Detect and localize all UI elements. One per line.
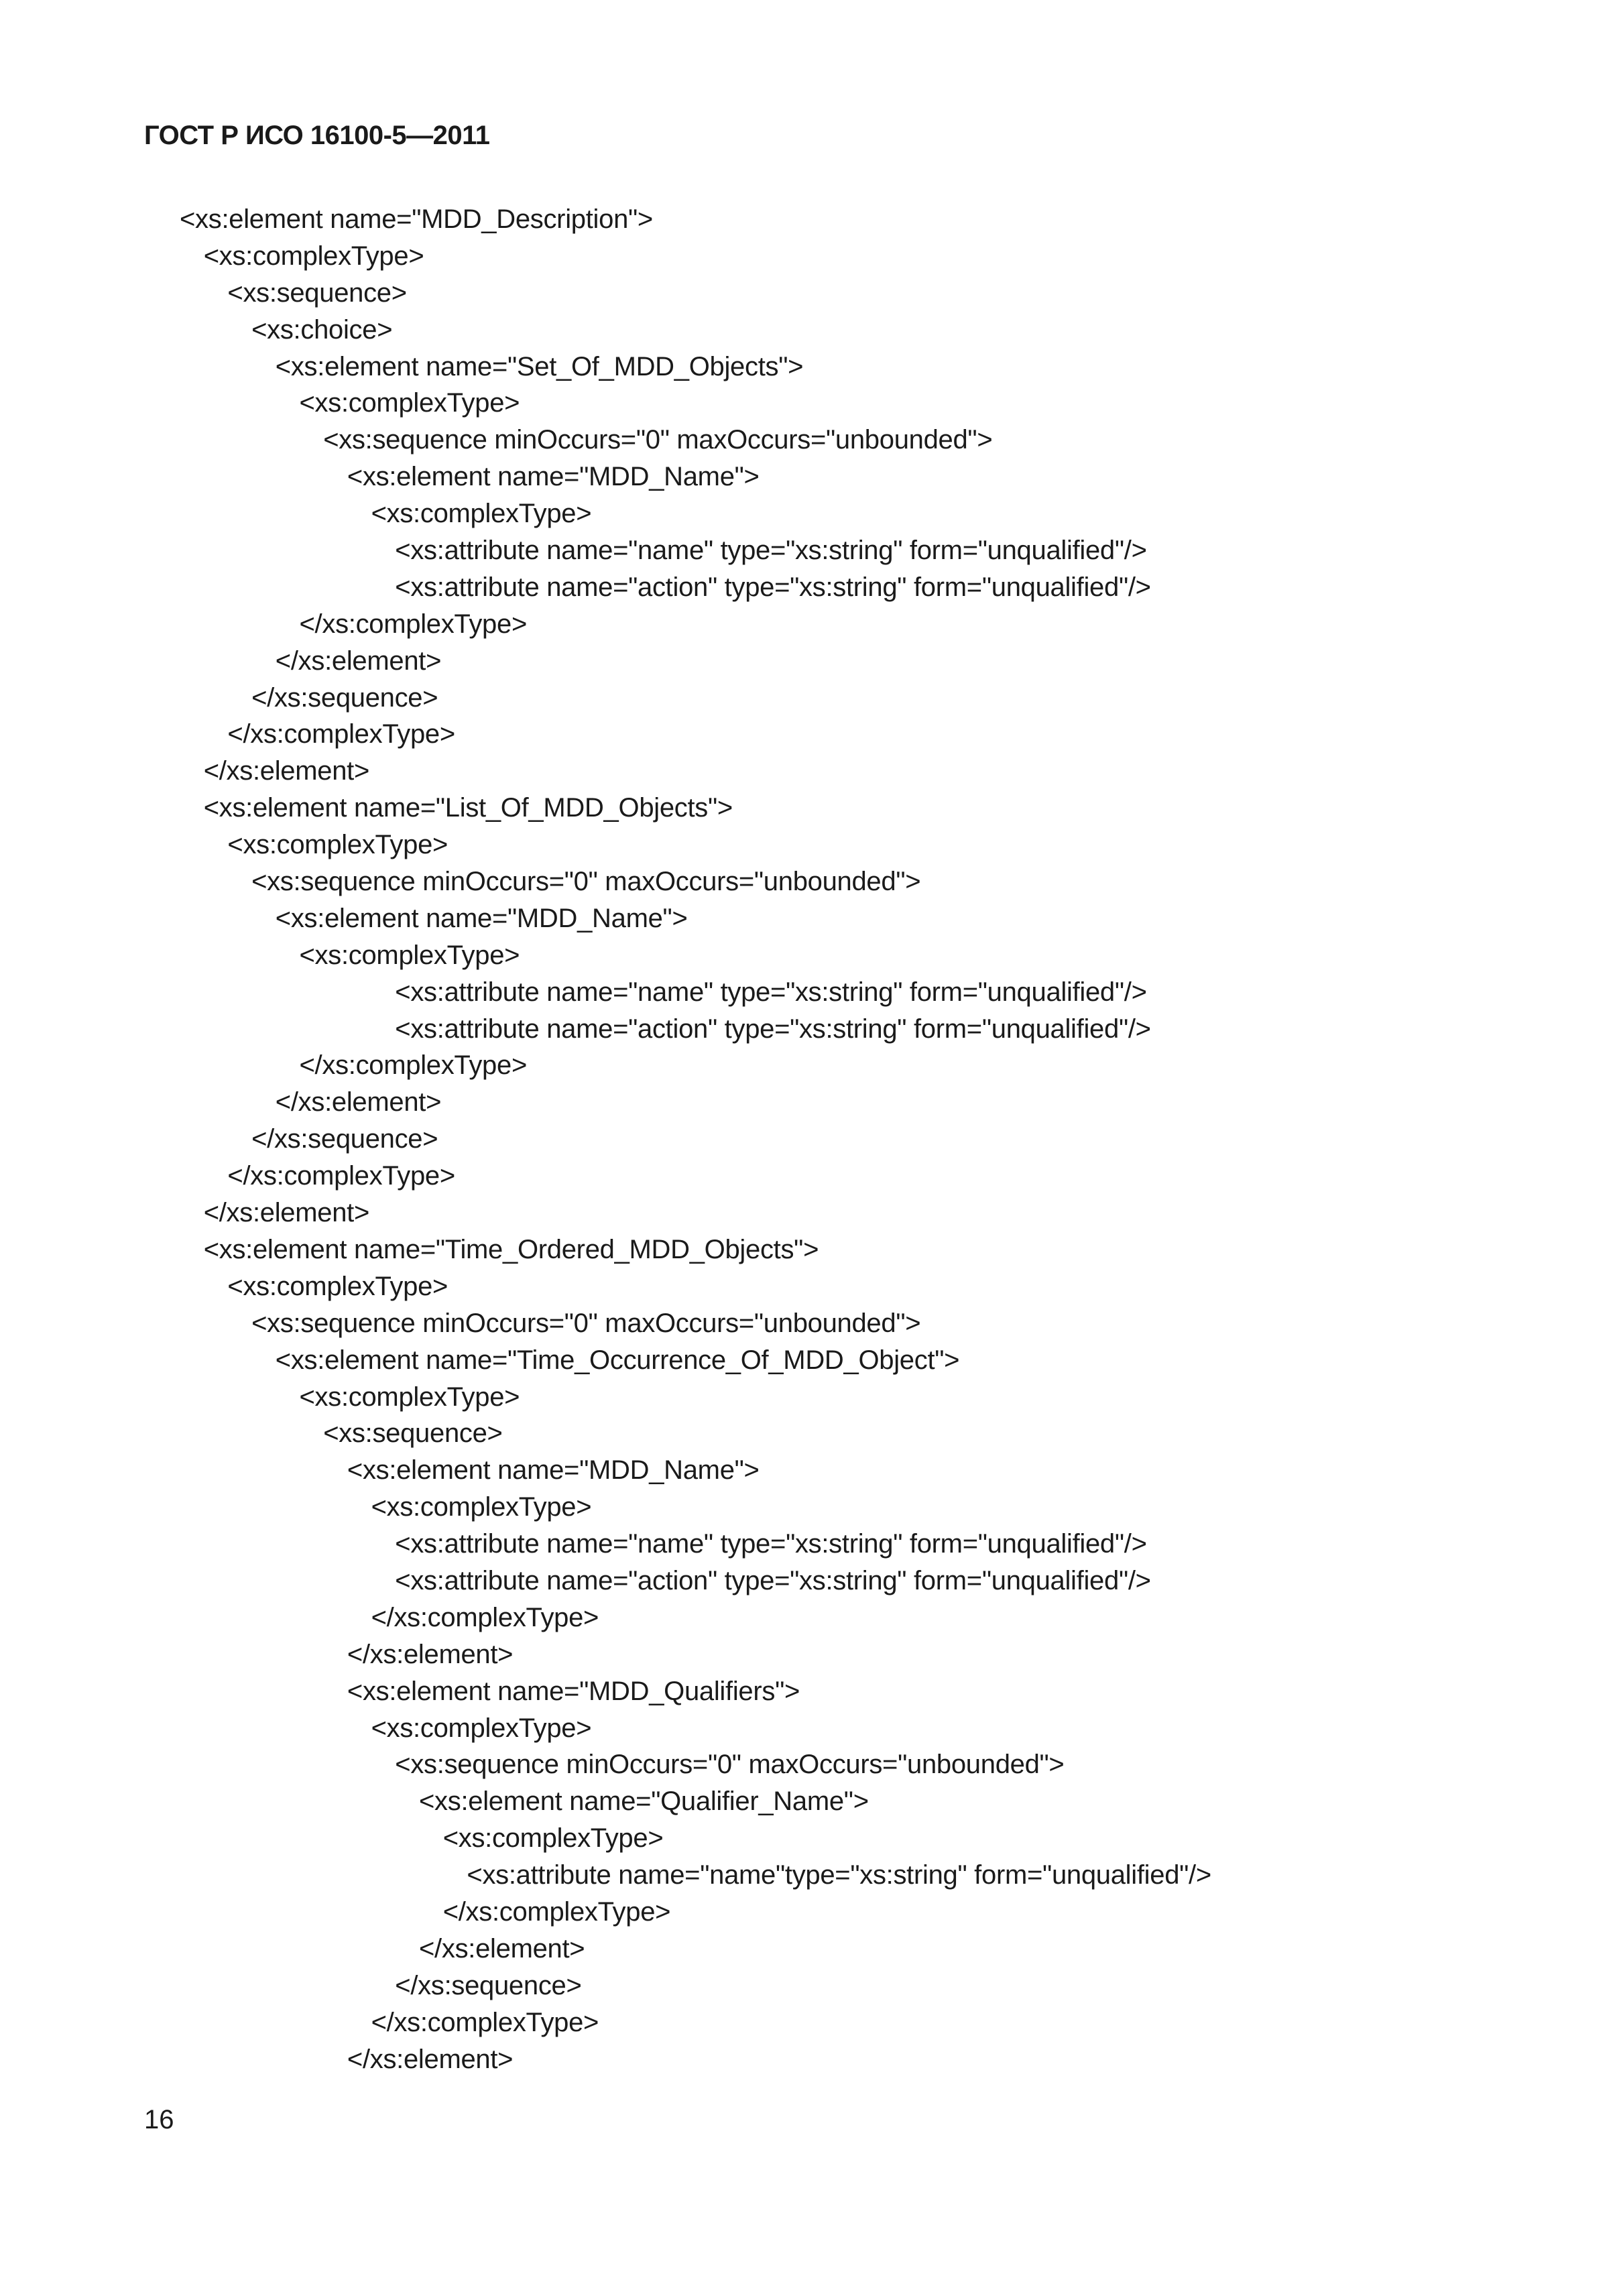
code-line: <xs:sequence minOccurs="0" maxOccurs="unbounded"> bbox=[323, 425, 993, 455]
code-line: </xs:complexType> bbox=[371, 2007, 599, 2037]
code-line: <xs:complexType> bbox=[203, 241, 424, 271]
code-line: <xs:complexType> bbox=[371, 1713, 592, 1743]
code-line: <xs:sequence minOccurs="0" maxOccurs="unbounded"> bbox=[395, 1750, 1065, 1780]
code-line: </xs:complexType> bbox=[227, 719, 455, 749]
code-line: </xs:sequence> bbox=[251, 1124, 438, 1154]
code-line: <xs:choice> bbox=[251, 314, 393, 345]
page-number: 16 bbox=[144, 2105, 174, 2134]
code-line: <xs:element name="List_Of_MDD_Objects"> bbox=[203, 793, 733, 823]
code-line: <xs:attribute name="name" type="xs:string" form="unqualified"/> bbox=[395, 977, 1147, 1007]
code-line: <xs:complexType> bbox=[227, 830, 448, 860]
code-line: </xs:element> bbox=[275, 1087, 442, 1117]
code-line: </xs:element> bbox=[347, 2044, 514, 2074]
code-line: <xs:element name="MDD_Name"> bbox=[347, 1455, 760, 1486]
standard-header: ГОСТ Р ИСО 16100-5—2011 bbox=[144, 121, 490, 150]
code-line: </xs:complexType> bbox=[227, 1161, 455, 1191]
code-line: <xs:attribute name="action" type="xs:string" form="unqualified"/> bbox=[395, 1565, 1151, 1595]
code-line: </xs:complexType> bbox=[371, 1602, 599, 1632]
code-line: </xs:sequence> bbox=[251, 682, 438, 713]
code-line: </xs:element> bbox=[347, 1639, 514, 1669]
code-line: </xs:element> bbox=[419, 1933, 585, 1963]
code-line: <xs:element name="Time_Occurrence_Of_MDD_Object"> bbox=[275, 1345, 960, 1375]
code-line: <xs:attribute name="action" type="xs:string" form="unqualified"/> bbox=[395, 1014, 1151, 1044]
code-line: </xs:element> bbox=[203, 756, 370, 786]
code-line: </xs:element> bbox=[275, 646, 442, 676]
code-line: <xs:complexType> bbox=[442, 1823, 664, 1854]
code-line: <xs:element name="Set_Of_MDD_Objects"> bbox=[275, 351, 804, 381]
code-line: <xs:sequence> bbox=[323, 1418, 503, 1449]
code-line: <xs:attribute name="action" type="xs:string" form="unqualified"/> bbox=[395, 572, 1151, 602]
code-line: </xs:complexType> bbox=[299, 609, 528, 639]
xml-schema-code-block bbox=[180, 201, 1520, 2077]
code-line: <xs:complexType> bbox=[227, 1271, 448, 1301]
code-line: <xs:complexType> bbox=[371, 499, 592, 529]
code-line: </xs:element> bbox=[203, 1198, 370, 1228]
code-line: <xs:complexType> bbox=[299, 1382, 520, 1412]
code-line: <xs:element name="Qualifier_Name"> bbox=[419, 1787, 869, 1817]
code-line: <xs:element name="MDD_Name"> bbox=[347, 462, 760, 492]
code-line: <xs:complexType> bbox=[299, 940, 520, 970]
code-line: <xs:complexType> bbox=[299, 388, 520, 418]
code-line: <xs:sequence minOccurs="0" maxOccurs="unbounded"> bbox=[251, 1308, 921, 1338]
code-line: <xs:element name="MDD_Qualifiers"> bbox=[347, 1676, 800, 1706]
code-line: <xs:attribute name="name" type="xs:string" form="unqualified"/> bbox=[395, 1529, 1147, 1559]
code-line: </xs:complexType> bbox=[442, 1896, 671, 1927]
code-line: <xs:attribute name="name"type="xs:string" form="unqualified"/> bbox=[467, 1860, 1211, 1890]
code-line: <xs:sequence minOccurs="0" maxOccurs="unbounded"> bbox=[251, 867, 921, 897]
code-line: <xs:complexType> bbox=[371, 1492, 592, 1522]
code-line: <xs:attribute name="name" type="xs:string" form="unqualified"/> bbox=[395, 536, 1147, 566]
code-line: <xs:element name="Time_Ordered_MDD_Objects"> bbox=[203, 1234, 819, 1264]
code-line: <xs:element name="MDD_Name"> bbox=[275, 903, 688, 933]
code-line: <xs:element name="MDD_Description"> bbox=[180, 204, 653, 234]
code-line: </xs:complexType> bbox=[299, 1050, 528, 1081]
code-line: <xs:sequence> bbox=[227, 278, 407, 308]
code-line: </xs:sequence> bbox=[395, 1970, 582, 2000]
